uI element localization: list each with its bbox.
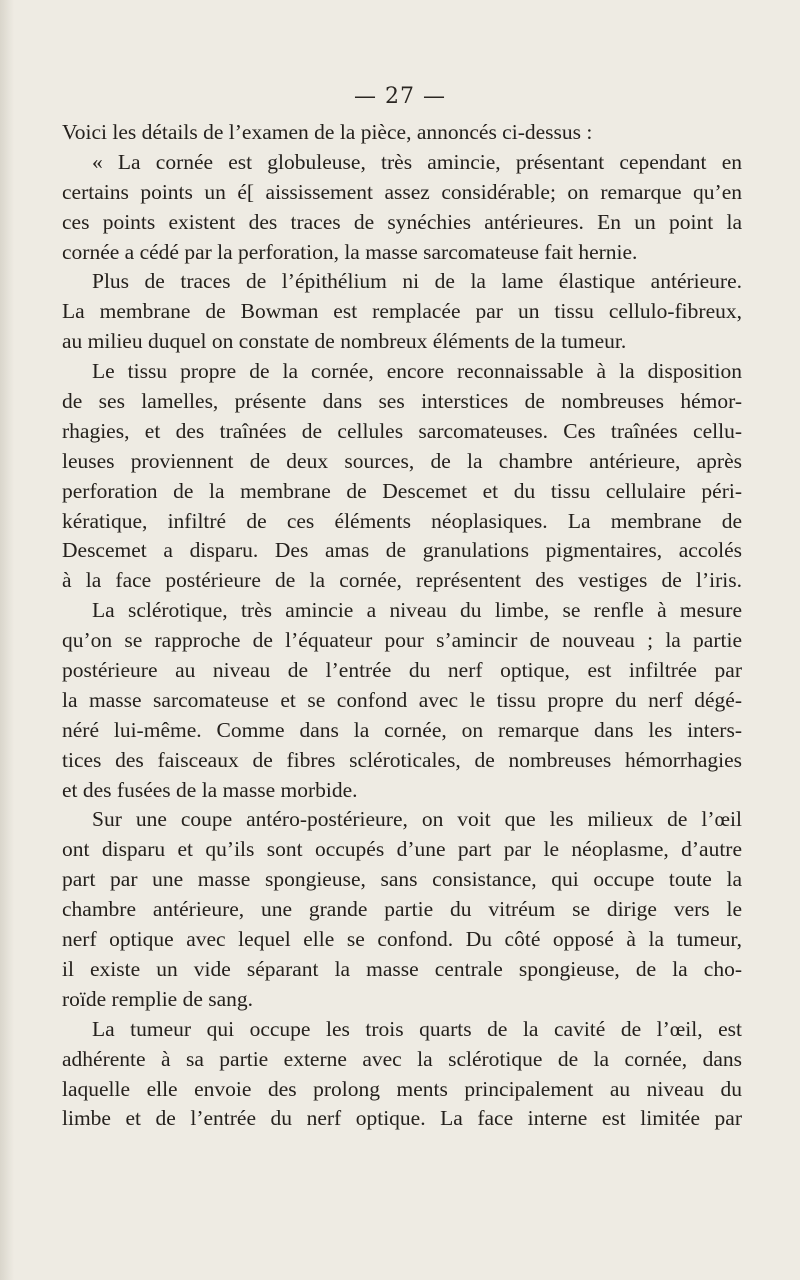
text-line: chambre antérieure, une grande partie du vitréum se dirige vers le (62, 897, 742, 922)
text-line: cornée a cédé par la perforation, la masse sarcomateuse fait hernie. (62, 239, 638, 264)
text-line: à la face postérieure de la cornée, représentent des vestiges de l’iris. (62, 568, 742, 593)
page-gutter-shadow (0, 0, 14, 1280)
text-line: ces points existent des traces de synéchies antérieures. En un point la (62, 209, 742, 234)
text-line: limbe et de l’entrée du nerf optique. La face interne est limitée par (62, 1106, 742, 1131)
text-line: certains points un é[ aississement assez considérable; on remarque qu’en (62, 179, 742, 204)
text-line: tices des faisceaux de fibres scléroticales, de nombreuses hémorrhagies (62, 747, 742, 772)
text-line: Descemet a disparu. Des amas de granulations pigmentaires, accolés (62, 538, 742, 563)
text-line: de ses lamelles, présente dans ses interstices de nombreuses hémor- (62, 389, 742, 414)
text-line: nerf optique avec lequel elle se confond. Du côté opposé à la tumeur, (62, 927, 742, 952)
text-line: La tumeur qui occupe les trois quarts de la cavité de l’œil, est (92, 1016, 742, 1041)
text-line: et des fusées de la masse morbide. (62, 777, 358, 802)
text-line: part par une masse spongieuse, sans consistance, qui occupe toute la (62, 867, 742, 892)
text-line: Voici les détails de l’examen de la pièce, annoncés ci-dessus : (62, 120, 593, 144)
text-line: « La cornée est globuleuse, très amincie, présentant cependant en (92, 149, 742, 174)
text-line: La sclérotique, très amincie a niveau du limbe, se renfle à mesure (92, 598, 742, 623)
text-line: adhérente à sa partie externe avec la sclérotique de la cornée, dans (62, 1046, 742, 1071)
text-line: il existe un vide séparant la masse centrale spongieuse, de la cho- (62, 956, 742, 981)
text-line: la masse sarcomateuse et se confond avec le tissu propre du nerf dégé- (62, 687, 742, 712)
page-number: — 27 — (354, 84, 446, 109)
text-line: rhagies, et des traînées de cellules sarcomateuses. Ces traînées cellu- (62, 418, 742, 443)
text-line: qu’on se rapproche de l’équateur pour s’amincir de nouveau ; la partie (62, 628, 742, 653)
text-line: Sur une coupe antéro-postérieure, on voit que les milieux de l’œil (92, 807, 742, 832)
text-line: Plus de traces de l’épithélium ni de la lame élastique antérieure. (92, 269, 742, 294)
text-line: Le tissu propre de la cornée, encore reconnaissable à la disposition (92, 359, 742, 384)
text-line: kératique, infiltré de ces éléments néoplasiques. La membrane de (62, 508, 742, 533)
text-line: laquelle elle envoie des prolong ments principalement au niveau du (62, 1076, 742, 1101)
text-line: perforation de la membrane de Descemet et du tissu cellulaire péri- (62, 478, 742, 503)
text-line: La membrane de Bowman est remplacée par un tissu cellulo-fibreux, (62, 299, 742, 324)
text-line: néré lui-même. Comme dans la cornée, on remarque dans les inters- (62, 717, 742, 742)
text-line: au milieu duquel on constate de nombreux éléments de la tumeur. (62, 329, 627, 354)
text-line: ont disparu et qu’ils sont occupés d’une part par le néoplasme, d’autre (62, 837, 742, 862)
body-text (62, 118, 742, 1134)
text-line: postérieure au niveau de l’entrée du nerf optique, est infiltrée par (62, 658, 742, 683)
text-line: roïde remplie de sang. (62, 986, 254, 1011)
text-line: leuses proviennent de deux sources, de la chambre antérieure, après (62, 448, 742, 473)
